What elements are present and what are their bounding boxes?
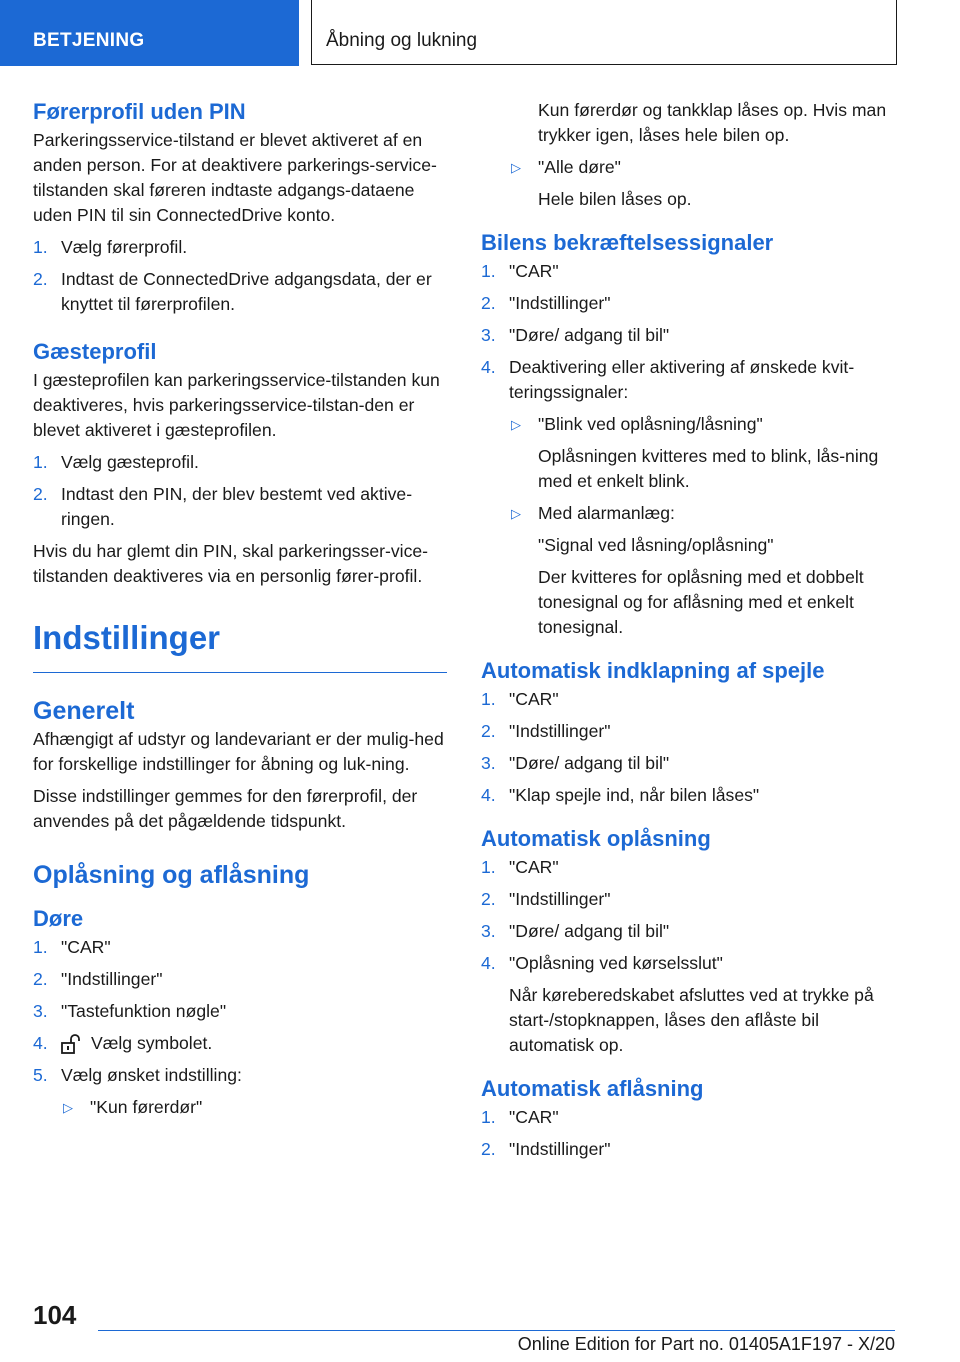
sub-options — [61, 1095, 447, 1120]
auto-unlock-desc: Når køreberedskabet afsluttes ved at trykke på start-/stopknappen, låses den aflåste bil automatisk op. — [509, 985, 874, 1055]
list-item: 2. Indtast den PIN, der blev bestemt ved aktive-ringen. — [33, 484, 413, 529]
triangle-bullet-icon: ▷ — [511, 160, 521, 175]
list-item: 3. "Døre/ adgang til bil" — [481, 753, 670, 773]
heading-auto-lock: Automatisk aflåsning — [481, 1076, 704, 1101]
doors-steps — [33, 935, 447, 1120]
sub-option-item: ▷ "Blink ved oplåsning/låsning" Oplåsningen kvitteres med to blink, lås-ning med et enkelt blink. — [509, 412, 899, 494]
header-title-box — [311, 0, 897, 65]
triangle-bullet-icon: ▷ — [63, 1100, 73, 1115]
header-title: Åbning og lukning — [326, 30, 478, 51]
triangle-bullet-icon: ▷ — [511, 506, 521, 521]
page-number: 104 — [33, 1300, 77, 1330]
header-section-label: BETJENING — [33, 30, 145, 51]
heading-doors: Døre — [33, 906, 84, 931]
header-section-tab — [0, 0, 299, 66]
list-item: 2. "Indstillinger" — [481, 721, 611, 741]
list-item: 2. "Indstillinger" — [481, 1139, 611, 1159]
guest-profile-note: Hvis du har glemt din PIN, skal parkeringsser-vice-tilstanden deaktiveres via en personlig fører-profil. — [33, 541, 429, 586]
list-item: 1. "CAR" — [33, 937, 111, 957]
heading-mirrors: Automatisk indklapning af spejle — [481, 658, 825, 683]
auto-unlock-steps — [481, 855, 899, 1058]
option-sub: "Signal ved låsning/oplåsning" — [538, 535, 774, 555]
heading-settings: Indstillinger — [33, 618, 447, 673]
general-text-1: Afhængigt af udstyr og landevariant er der mulig-hed for forskellige indstillinger for åbning og luk-ning. — [33, 729, 444, 774]
sub-options — [509, 412, 899, 640]
list-item: 5. Vælg ønsket indstilling: ▷ "Kun førerdør" — [33, 1063, 447, 1120]
list-item: 2. Indtast de ConnectedDrive adgangsdata, der er knyttet til førerprofilen. — [33, 269, 432, 314]
sub-option-item: ▷ Med alarmanlæg: "Signal ved låsning/oplåsning" Der kvitteres for oplåsning med et dobbelt tonesignal og for aflåsning med et enkelt tonesignal. — [509, 501, 899, 640]
list-item: 1. Vælg gæsteprofil. — [33, 452, 199, 472]
footer-edition: Online Edition for Part no. 01405A1F197 - X/20 — [517, 1334, 895, 1354]
option-all-desc: Hele bilen låses op. — [538, 189, 692, 209]
triangle-bullet-icon: ▷ — [511, 417, 521, 432]
list-item: 4. "Oplåsning ved kørselsslut" Når køreberedskabet afsluttes ved at trykke på start-/stopknappen, låses den aflåste bil automatisk op. — [481, 951, 899, 1058]
unlock-icon — [61, 1034, 83, 1054]
heading-confirm-signals: Bilens bekræftelsessignaler — [481, 230, 774, 255]
heading-locking: Oplåsning og aflåsning — [33, 861, 310, 889]
list-item: 1. "CAR" — [481, 689, 559, 709]
heading-driver-profile: Førerprofil uden PIN — [33, 99, 246, 124]
list-item: 4. Vælg symbolet. — [33, 1033, 213, 1053]
general-text-2: Disse indstillinger gemmes for den førerprofil, der anvendes på det pågældende tidspunkt. — [33, 786, 418, 831]
footer-divider — [98, 1330, 895, 1331]
option-desc: Der kvitteres for oplåsning med et dobbelt tonesignal og for aflåsning med et enkelt tonesignal. — [538, 567, 864, 637]
confirm-steps — [481, 259, 899, 640]
list-item: 3. "Døre/ adgang til bil" — [481, 325, 670, 345]
list-item: 2. "Indstillinger" — [33, 969, 163, 989]
guest-profile-steps — [33, 450, 447, 532]
list-item: 2. "Indstillinger" — [481, 889, 611, 909]
guest-profile-text: I gæsteprofilen kan parkeringsservice-tilstanden kun deaktiveres, hvis parkeringsservice-tilstan-den er blevet aktiveret i gæsteprofilen. — [33, 370, 440, 440]
right-column — [481, 98, 899, 1169]
list-item: 1. "CAR" — [481, 857, 559, 877]
heading-guest-profile: Gæsteprofil — [33, 339, 157, 364]
sub-option-item: ▷ "Alle døre" Hele bilen låses op. — [509, 155, 899, 212]
option-desc: Oplåsningen kvitteres med to blink, lås-ning med et enkelt blink. — [538, 446, 879, 491]
list-item: 1. "CAR" — [481, 261, 559, 281]
list-item: 3. "Døre/ adgang til bil" — [481, 921, 670, 941]
heading-general: Generelt — [33, 697, 135, 725]
list-item: 3. "Tastefunktion nøgle" — [33, 1001, 227, 1021]
driver-profile-steps — [33, 235, 447, 317]
list-item: 4. Deaktivering eller aktivering af ønskede kvit-teringssignaler: ▷ "Blink ved oplåsning/låsning" Oplåsningen kvitteres med to blink, lås-ning med et enkelt blink. ▷ Med alarmanlæg: "Signal ved låsning/oplåsning" Der kvitteres for oplåsning med et dobbelt tonesignal og for aflåsning med et enkelt tonesignal. — [481, 355, 899, 640]
driver-profile-text: Parkeringsservice-tilstand er blevet aktiveret af en anden person. For at deaktivere parkerings-service-tilstanden skal føreren indtaste adgangs-dataene uden PIN til sin ConnectedDrive konto. — [33, 130, 437, 225]
list-item: 2. "Indstillinger" — [481, 293, 611, 313]
list-item: 1. "CAR" — [481, 1107, 559, 1127]
heading-auto-unlock: Automatisk oplåsning — [481, 826, 711, 851]
list-item: 4. "Klap spejle ind, når bilen låses" — [481, 785, 760, 805]
auto-lock-steps — [481, 1105, 899, 1162]
list-item: 1. Vælg førerprofil. — [33, 237, 188, 257]
sub-options — [509, 155, 899, 212]
left-column — [33, 98, 447, 1127]
mirrors-steps — [481, 687, 899, 808]
sub-option-item: ▷ "Kun førerdør" — [61, 1095, 447, 1120]
option-driver-door-desc: Kun førerdør og tankklap låses op. Hvis man trykker igen, låses hele bilen op. — [538, 100, 887, 145]
